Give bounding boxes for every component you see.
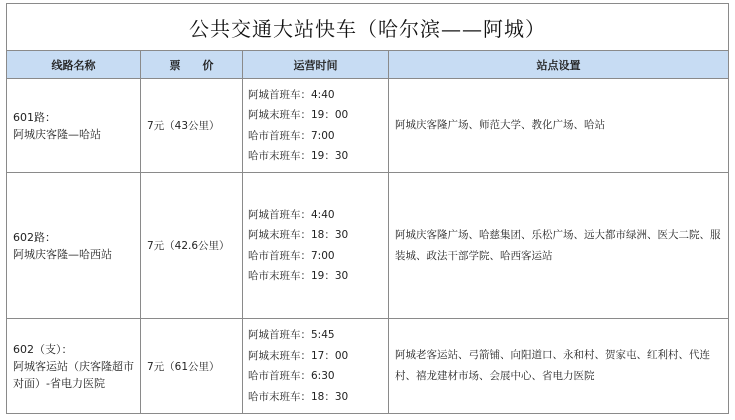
schedule-time: 阿城首班车：4:40 [248, 88, 335, 101]
schedule-cell [243, 79, 389, 173]
route-number: 601路： [13, 110, 56, 124]
schedule-cell [243, 173, 389, 319]
price-cell: 7元（42.6公里） [141, 173, 243, 319]
schedule-time: 阿城首班车：4:40 [248, 208, 335, 221]
schedule-time: 哈市末班车：19：30 [248, 270, 349, 282]
stops-cell: 阿城庆客隆广场、哈慈集团、乐松广场、远大都市绿洲、医大二院、服装城、政法干部学院、哈西客运站 [389, 173, 729, 319]
table-row [7, 79, 729, 173]
price-cell: 7元（61公里） [141, 319, 243, 414]
route-name-cell [7, 319, 141, 414]
schedule-time: 阿城首班车：5:45 [248, 329, 335, 341]
header-stops: 站点设置 [389, 51, 729, 79]
schedule-time: 阿城末班车：18：30 [248, 229, 349, 241]
route-description: 阿城庆客隆—哈站 [13, 127, 101, 141]
schedule-cell [243, 319, 389, 414]
schedule-time: 哈市首班车：7:00 [248, 129, 335, 142]
stops-cell: 阿城老客运站、弓箭铺、向阳道口、永和村、贺家屯、红利村、代连村、禧龙建材市场、会展中心、省电力医院 [389, 319, 729, 414]
header-price: 票 价 [141, 51, 243, 79]
stops-cell: 阿城庆客隆广场、师范大学、教化广场、哈站 [389, 79, 729, 173]
header-schedule: 运营时间 [243, 51, 389, 79]
schedule-time: 哈市末班车：19：30 [248, 150, 349, 162]
header-route: 线路名称 [7, 51, 141, 79]
schedule-time: 哈市首班车：7:00 [248, 249, 335, 262]
schedule-time: 哈市首班车：6:30 [248, 370, 335, 382]
schedule-time: 哈市末班车：18：30 [248, 390, 349, 403]
bus-schedule [6, 3, 728, 414]
route-name-cell [7, 79, 141, 173]
route-number: 602（支）： [13, 342, 73, 356]
table-row [7, 173, 729, 319]
table-row [7, 319, 729, 414]
schedule-table [6, 3, 729, 414]
table-title: 公共交通大站快车（哈尔滨——阿城） [7, 4, 729, 51]
route-description: 阿城客运站（庆客隆超市对面）-省电力医院 [13, 359, 134, 390]
route-name-cell [7, 173, 141, 319]
schedule-time: 阿城末班车：19：00 [248, 109, 349, 121]
price-cell: 7元（43公里） [141, 79, 243, 173]
header-row [7, 51, 729, 79]
route-description: 阿城庆客隆—哈西站 [13, 247, 112, 261]
route-number: 602路： [13, 230, 56, 244]
schedule-time: 阿城末班车：17：00 [248, 349, 349, 362]
